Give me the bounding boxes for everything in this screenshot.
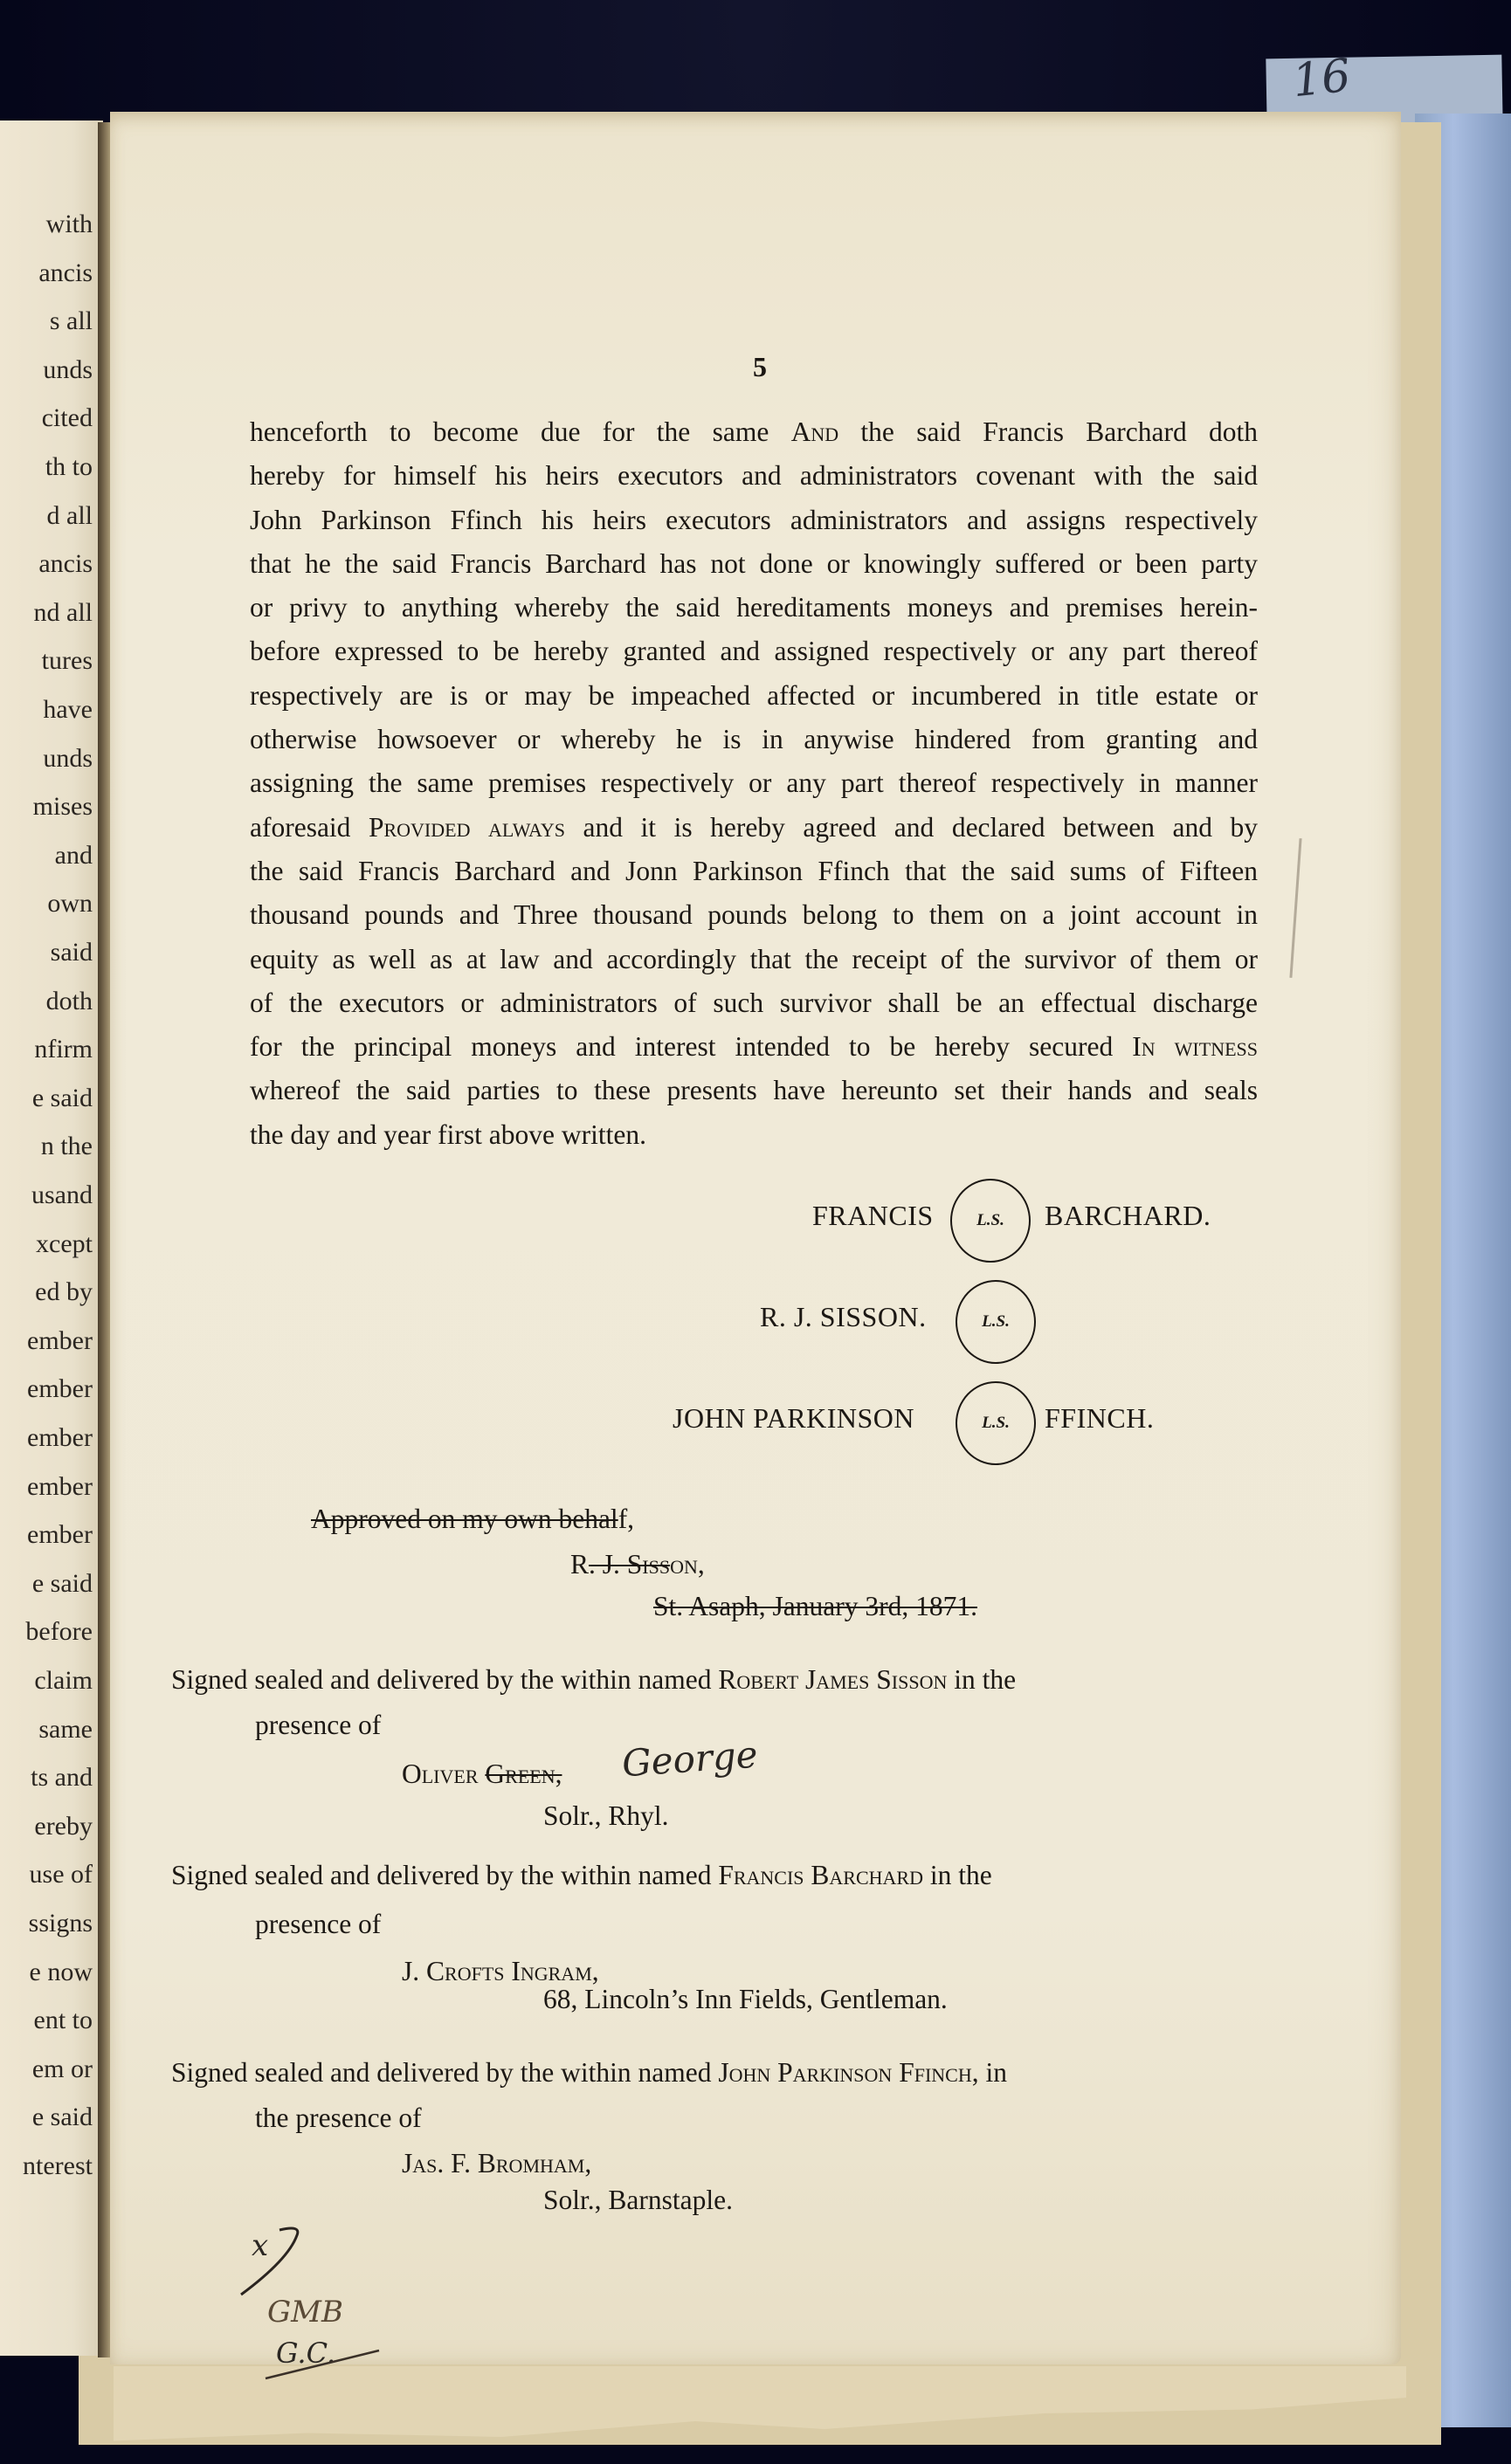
handwritten-stroke-icon xyxy=(236,2225,332,2303)
left-page-text-fragment: ereby xyxy=(34,1811,93,1841)
left-page-text-fragment: nfirm xyxy=(34,1035,93,1064)
body-text-line: the said Francis Barchard and Jonn Parkinson Ffinch that the said sums of Fifteen xyxy=(250,855,1258,886)
signature-francis-last: BARCHARD. xyxy=(1045,1200,1211,1231)
left-page-text-fragment: e said xyxy=(31,1568,93,1598)
left-page-text-fragment: own xyxy=(47,889,93,919)
presence-of: presence of xyxy=(255,1909,382,1939)
body-text-line: that he the said Francis Barchard has not done or knowingly suffered or been party xyxy=(250,547,1258,579)
left-page-text-fragment: before xyxy=(25,1617,93,1647)
left-page-text-fragment: ember xyxy=(27,1325,93,1355)
witness-address: 68, Lincoln’s Inn Fields, Gentleman. xyxy=(543,1984,948,2014)
left-page-text-fragment: usand xyxy=(31,1180,93,1209)
folio-handwritten-number: 16 xyxy=(1290,49,1354,108)
approval-line-2: R. J. Sisson, xyxy=(570,1549,705,1580)
left-page-text-fragment: ent to xyxy=(33,2006,93,2035)
left-page-text-fragment: n the xyxy=(40,1132,93,1161)
left-page-text-fragment: ssigns xyxy=(28,1909,93,1937)
body-text-line: equity as well as at law and accordingly that the receipt of the survivor of them or xyxy=(250,943,1258,974)
left-page-text-fragment: xcept xyxy=(36,1229,93,1258)
witness-name: J. Crofts Ingram, xyxy=(402,1956,599,1986)
page-number: 5 xyxy=(753,351,767,382)
deed-body-text xyxy=(250,410,1258,1157)
attestation-line: Signed sealed and delivered by the within named Robert James Sisson in the xyxy=(171,1664,1017,1695)
left-page-text-fragment: s all xyxy=(49,306,93,336)
presence-of: presence of xyxy=(255,1710,382,1740)
left-page-text-fragment: em or xyxy=(31,2054,93,2083)
left-page-text-fragment: same xyxy=(38,1714,93,1744)
body-text-line: whereof the said parties to these presents have hereunto set their hands and seals xyxy=(250,1075,1258,1106)
body-text-line: otherwise howsoever or whereby he is in anywise hindered from granting and xyxy=(250,724,1258,755)
attestation-line: Signed sealed and delivered by the within named John Parkinson Ffinch, in xyxy=(171,2057,1007,2088)
body-text-line: aforesaid Provided always and it is hereby agreed and declared between and by xyxy=(250,811,1258,843)
handwritten-underline-icon xyxy=(262,2340,384,2384)
left-page-text-fragment: said xyxy=(50,938,93,967)
body-text-line: assigning the same premises respectively or any part thereof respectively in manner xyxy=(250,767,1258,799)
seal-ls-icon: L.S. xyxy=(956,1381,1036,1465)
left-page-text-fragment: claim xyxy=(34,1666,93,1695)
witness-name: Jas. F. Bromham, xyxy=(402,2148,592,2178)
handwritten-correction: George xyxy=(620,1732,760,1786)
witness-address: Solr., Barnstaple. xyxy=(543,2185,733,2215)
signature-sisson: R. J. SISSON. xyxy=(760,1301,927,1332)
signature-ffinch-last: FFINCH. xyxy=(1045,1402,1155,1434)
approval-line-3: St. Asaph, January 3rd, 1871. xyxy=(653,1591,977,1621)
left-page-text-fragment: ancis xyxy=(38,258,93,287)
body-text-line: respectively are is or may be impeached affected or incumbered in title estate or xyxy=(250,679,1258,711)
body-text-line: the day and year first above written. xyxy=(250,1118,646,1150)
left-page xyxy=(0,120,103,2356)
left-page-text-fragment: mises xyxy=(32,792,93,822)
body-text-line: hereby for himself his heirs executors and administrators covenant with the said xyxy=(250,460,1258,492)
left-page-text-fragment: e now xyxy=(29,1957,93,1986)
left-page-text-fragment: ember xyxy=(27,1471,93,1501)
left-page-text-fragment: unds xyxy=(43,743,93,773)
presence-of: the presence of xyxy=(255,2103,422,2133)
left-page-text-fragment: unds xyxy=(43,354,93,384)
handwritten-initials-2: G.C. xyxy=(276,2337,336,2370)
seal-ls-icon: L.S. xyxy=(950,1179,1031,1263)
left-page-text-fragment: ember xyxy=(27,1374,93,1404)
approval-line-1: Approved on my own behalf, xyxy=(311,1504,635,1534)
body-text-line: John Parkinson Ffinch his heirs executors administrators and assigns respectively xyxy=(250,504,1258,535)
signature-francis-first: FRANCIS xyxy=(812,1200,934,1231)
left-page-text-fragment: doth xyxy=(45,986,93,1015)
seal-ls-icon: L.S. xyxy=(956,1280,1036,1364)
body-text-line: for the principal moneys and interest intended to be hereby secured In witness xyxy=(250,1031,1258,1063)
left-page-text-fragment: d all xyxy=(46,500,93,530)
body-text-line: or privy to anything whereby the said hereditaments moneys and premises herein- xyxy=(250,592,1258,623)
left-page-text-fragment: ed by xyxy=(35,1277,93,1307)
left-page-text-fragment: th to xyxy=(45,452,93,481)
left-page-text-fragment: ts and xyxy=(31,1763,93,1793)
left-page-text-fragment: ember xyxy=(27,1520,93,1550)
left-page-text-fragment: e said xyxy=(31,2103,93,2132)
attestation-line: Signed sealed and delivered by the within named Francis Barchard in the xyxy=(171,1860,992,1890)
handwritten-initials: GMB xyxy=(267,2295,343,2330)
left-page-text-fragment: with xyxy=(45,210,93,238)
handwritten-x-mark: x xyxy=(252,2228,269,2263)
left-page-text-fragment: cited xyxy=(41,403,93,433)
left-page-text-fragment: use of xyxy=(29,1860,93,1889)
left-page-text-fragment: nd all xyxy=(33,597,93,627)
body-text-line: henceforth to become due for the same And the said Francis Barchard doth xyxy=(250,416,1259,447)
left-page-text-fragment: and xyxy=(54,840,93,870)
witness-address: Solr., Rhyl. xyxy=(543,1800,669,1831)
left-page-text-fragment: ember xyxy=(27,1423,93,1452)
witness-name: Oliver Green, xyxy=(402,1759,562,1789)
body-text-line: thousand pounds and Three thousand pounds belong to them on a joint account in xyxy=(250,899,1258,931)
left-page-text-fragment: tures xyxy=(41,646,93,676)
body-text-line: before expressed to be hereby granted and assigned respectively or any part thereof xyxy=(250,636,1258,667)
body-text-line: of the executors or administrators of such survivor shall be an effectual discharge xyxy=(250,987,1258,1018)
left-page-text-fragment: ancis xyxy=(38,549,93,579)
signature-ffinch-first: JOHN PARKINSON xyxy=(673,1402,914,1434)
left-page-text-fragment: have xyxy=(43,695,93,724)
left-page-text-fragment: e said xyxy=(31,1083,93,1112)
left-page-text-fragment: nterest xyxy=(23,2151,93,2180)
